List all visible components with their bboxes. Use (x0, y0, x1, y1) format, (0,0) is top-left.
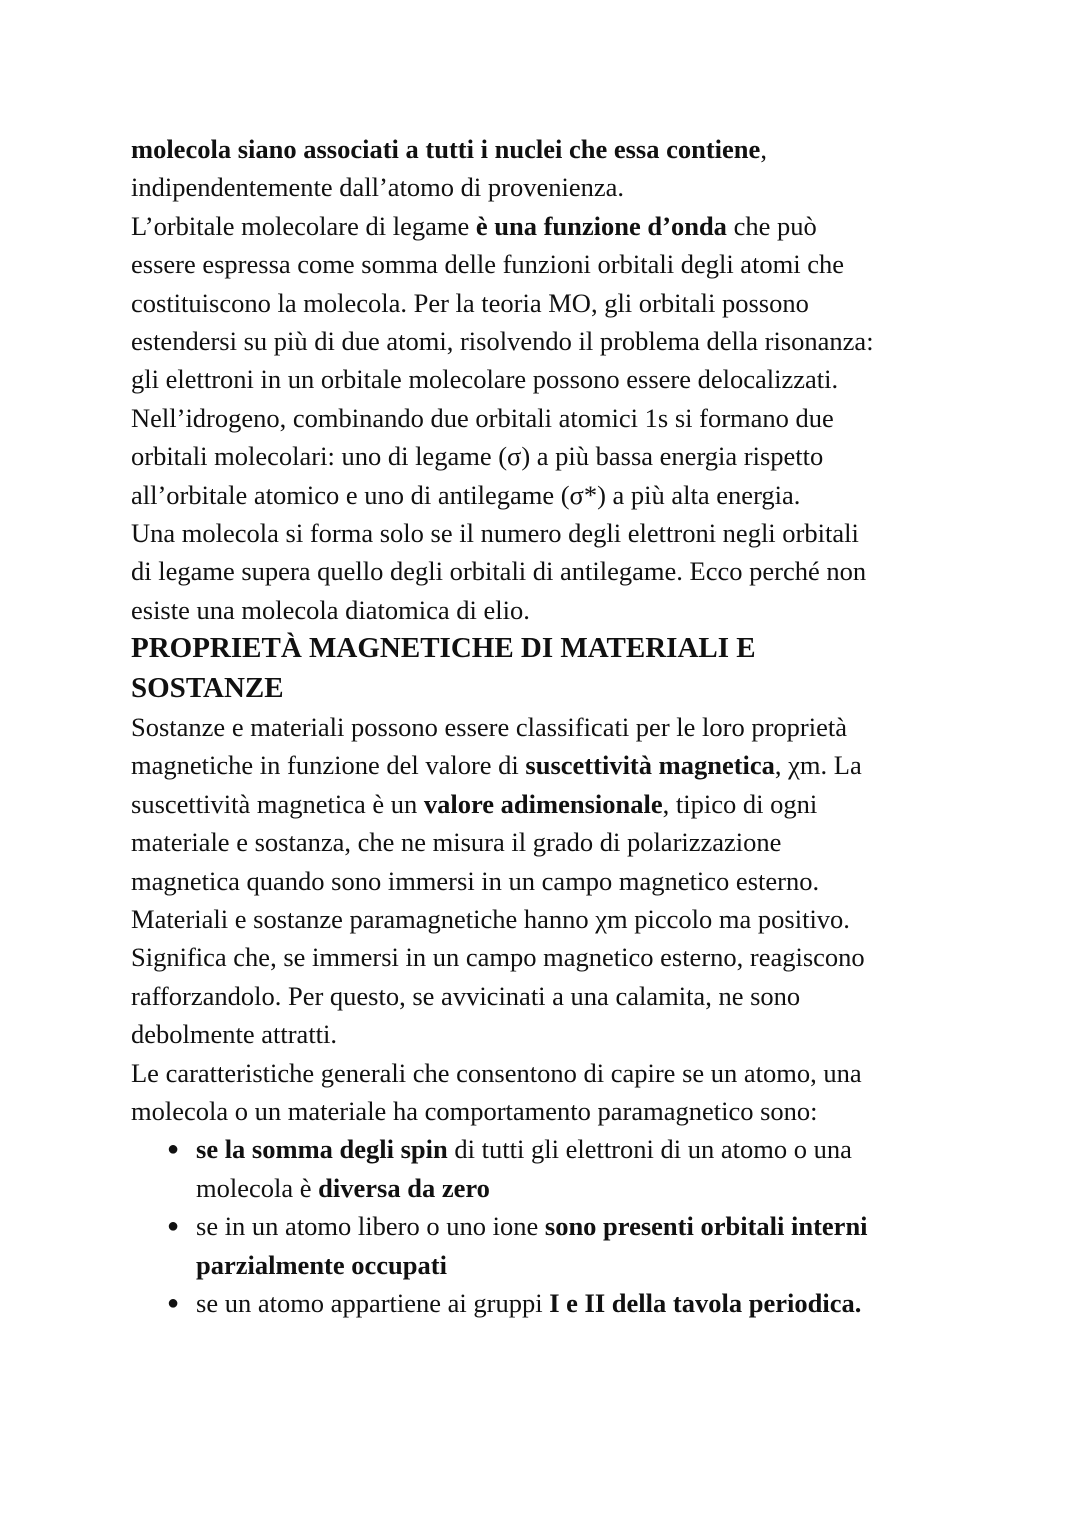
bullet-icon: ● (167, 1138, 180, 1161)
text: all’orbitale atomico e uno di antilegame (σ*) a più alta energia. (131, 479, 801, 510)
text-line (131, 130, 1031, 168)
text: Sostanze e materiali possono essere classificati per le loro proprietà (131, 712, 847, 743)
text: , (760, 134, 767, 164)
text: Significa che, se immersi in un campo magnetico esterno, reagiscono (131, 942, 865, 973)
text: se in un atomo libero o uno ione (196, 1211, 545, 1242)
text-line (131, 669, 1031, 709)
text-line (131, 284, 1031, 322)
text-line (131, 708, 1031, 746)
text-line (131, 1130, 1031, 1168)
paragraph (131, 708, 1031, 1130)
bold-text: valore adimensionale (423, 788, 663, 819)
text-line (131, 900, 1031, 938)
section-heading (131, 629, 1031, 708)
bold-text: è una funzione d’onda (475, 210, 727, 241)
text-line (131, 360, 1031, 398)
bold-text: sono presenti orbitali interni (544, 1211, 868, 1242)
text-line (131, 207, 1031, 245)
text: gli elettroni in un orbitale molecolare possono essere delocalizzati. (131, 364, 839, 395)
text-line (131, 1092, 1031, 1130)
text: Le caratteristiche generali che consentono di capire se un atomo, una (131, 1057, 862, 1088)
text: molecola o un materiale ha comportamento paramagnetico sono: (131, 1095, 818, 1126)
text: di legame supera quello degli orbitali di antilegame. Ecco perché non (131, 556, 867, 587)
text: SOSTANZE (131, 671, 284, 704)
bullet-item (131, 1207, 1031, 1284)
text: , χm. La (774, 750, 862, 781)
text: suscettività magnetica è un (131, 788, 424, 819)
text-line (131, 1015, 1031, 1053)
text: Una molecola si forma solo se il numero degli elettroni negli orbitali (131, 517, 859, 548)
text-line (131, 1169, 1031, 1207)
paragraph (131, 130, 1031, 629)
text-line (131, 591, 1031, 629)
text: esiste una molecola diatomica di elio. (131, 594, 530, 625)
document-page (131, 130, 1031, 1322)
text: rafforzandolo. Per questo, se avvicinati a una calamita, ne sono (131, 980, 801, 1011)
text: materiale e sostanza, che ne misura il grado di polarizzazione (131, 827, 782, 858)
text-line (131, 245, 1031, 283)
text: orbitali molecolari: uno di legame (σ) a più bassa energia rispetto (131, 441, 824, 472)
bullet-icon: ● (167, 1215, 180, 1238)
text-line (131, 629, 1031, 669)
text: se un atomo appartiene ai gruppi (196, 1287, 550, 1318)
text-line (131, 1207, 1031, 1245)
text: magnetica quando sono immersi in un campo magnetico esterno. (131, 865, 820, 896)
text: molecola è (196, 1172, 319, 1203)
text: L’orbitale molecolare di legame (131, 210, 476, 241)
bold-text: diversa da zero (318, 1172, 490, 1203)
text-line (131, 862, 1031, 900)
bold-text: I e II della tavola periodica. (549, 1287, 862, 1318)
text: Nell’idrogeno, combinando due orbitali atomici 1s si formano due (131, 402, 834, 433)
text-line (131, 476, 1031, 514)
text-line (131, 514, 1031, 552)
text: costituiscono la molecola. Per la teoria MO, gli orbitali possono (131, 287, 809, 318)
text-line (131, 168, 1031, 206)
text-line (131, 785, 1031, 823)
text-line (131, 552, 1031, 590)
text-line (131, 437, 1031, 475)
bold-text: molecola siano associati a tutti i nuclei che essa contiene (131, 134, 761, 164)
bullet-icon: ● (167, 1291, 180, 1314)
text-line (131, 1054, 1031, 1092)
text: debolmente attratti. (131, 1019, 338, 1050)
text: , tipico di ogni (662, 788, 818, 819)
text: indipendentemente dall’atomo di provenienza. (131, 172, 625, 203)
bold-text: parzialmente occupati (196, 1249, 447, 1280)
text: essere espressa come somma delle funzioni orbitali degli atomi che (131, 249, 845, 280)
text-line (131, 823, 1031, 861)
text-line (131, 977, 1031, 1015)
text-line (131, 746, 1031, 784)
text-line (131, 322, 1031, 360)
text-line (131, 1246, 1031, 1284)
text-line (131, 1284, 1031, 1322)
bullet-item (131, 1130, 1031, 1207)
text: PROPRIETÀ MAGNETICHE DI MATERIALI E (131, 632, 756, 665)
text: magnetiche in funzione del valore di (131, 750, 526, 781)
text: di tutti gli elettroni di un atomo o una (447, 1134, 852, 1165)
bullet-item (131, 1284, 1031, 1322)
bold-text: suscettività magnetica (525, 750, 775, 781)
bold-text: se la somma degli spin (196, 1134, 448, 1165)
text: che può (726, 210, 817, 241)
text-line (131, 399, 1031, 437)
text: Materiali e sostanze paramagnetiche hanno χm piccolo ma positivo. (131, 904, 850, 935)
text: estendersi su più di due atomi, risolvendo il problema della risonanza: (131, 325, 874, 356)
text-line (131, 938, 1031, 976)
